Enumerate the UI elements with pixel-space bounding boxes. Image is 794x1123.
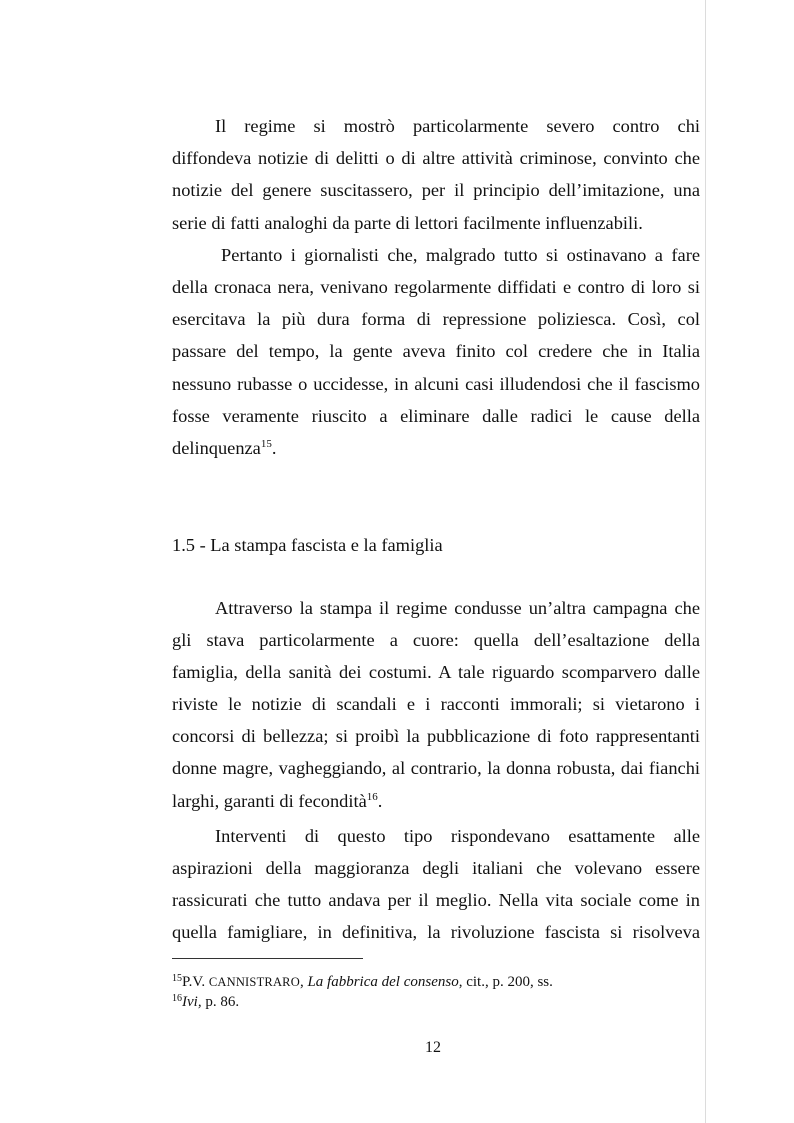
text-line (172, 785, 700, 820)
paragraph-1 (172, 110, 700, 239)
text-line: donne magre, vagheggiando, al contrario, la donna robusta, dai fianchi (172, 758, 700, 779)
footnote-title: Ivi, (182, 994, 202, 1010)
footnote-number: 16 (172, 993, 182, 1004)
footnote-text: P.V. (182, 974, 209, 990)
footnote-title: La fabbrica del consenso (307, 974, 459, 990)
line-punctuation: . (377, 790, 383, 811)
paragraph-3 (172, 592, 700, 820)
footnote-author: CANNISTRARO (208, 975, 300, 989)
line-text: larghi, garanti di fecondità (172, 790, 367, 811)
text-line: Pertanto i giornalisti che, malgrado tutto si ostinavano a fare (221, 244, 700, 265)
text-line: concorsi di bellezza; si proibì la pubblicazione di foto rappresentanti (172, 726, 700, 747)
text-line: diffondeva notizie di delitti o di altre attività criminose, convinto che (172, 148, 700, 169)
text-line: serie di fatti analoghi da parte di lettori facilmente influenzabili. (172, 212, 643, 233)
text-line: Attraverso la stampa il regime condusse un’altra campagna che (215, 598, 700, 618)
text-line: riviste le notizie di scandali e i racconti immorali; si vietarono i (172, 694, 700, 715)
text-line: esercitava la più dura forma di repressione poliziesca. Così, col (172, 309, 700, 330)
footnote-reference: 15 (260, 438, 272, 451)
line-text: delinquenza (172, 438, 261, 459)
footnote-16 (172, 993, 700, 1013)
footnote-number: 15 (172, 973, 182, 984)
paragraph-4 (172, 820, 700, 948)
text-line: notizie del genere suscitassero, per il principio dell’imitazione, una (172, 180, 700, 201)
footnote-text: , (299, 974, 308, 990)
text-line: fosse veramente riuscito a eliminare dalle radici le cause della (172, 405, 700, 426)
footnote-reference: 16 (366, 790, 378, 803)
footnotes (172, 973, 700, 1013)
page-edge-line (705, 0, 706, 1123)
body-text-section-1 (172, 110, 700, 467)
text-line: rassicurati che tutto andava per il meglio. Nella vita sociale come in (172, 889, 700, 910)
text-line: della cronaca nera, venivano regolarmente diffidati e contro di loro si (172, 277, 700, 298)
text-line: passare del tempo, la gente aveva finito col credere che in Italia (172, 341, 700, 362)
footnote-15 (172, 973, 700, 993)
footnote-text: p. 86. (201, 994, 240, 1010)
text-line (172, 432, 700, 467)
text-line: famiglia, della sanità dei costumi. A tale riguardo scomparvero dalle (172, 662, 700, 683)
paragraph-2 (172, 239, 700, 467)
footnote-text: , cit., p. 200, ss. (458, 974, 553, 990)
text-line: nessuno rubasse o uccidesse, in alcuni casi illudendosi che il fascismo (172, 373, 700, 394)
text-line: aspirazioni della maggioranza degli italiani che volevano essere (172, 857, 700, 878)
body-text-section-2 (172, 592, 700, 948)
text-line: gli stava particolarmente a cuore: quella dell’esaltazione della (172, 630, 700, 651)
line-punctuation: . (271, 438, 277, 459)
text-line: quella famigliare, in definitiva, la rivoluzione fascista si risolveva (172, 921, 700, 942)
footnote-separator (172, 958, 363, 959)
page-number: 12 (425, 1039, 441, 1056)
section-heading: 1.5 - La stampa fascista e la famiglia (172, 535, 443, 555)
text-line: Interventi di questo tipo rispondevano esattamente alle (215, 825, 700, 846)
text-line: Il regime si mostrò particolarmente severo contro chi (215, 116, 700, 136)
